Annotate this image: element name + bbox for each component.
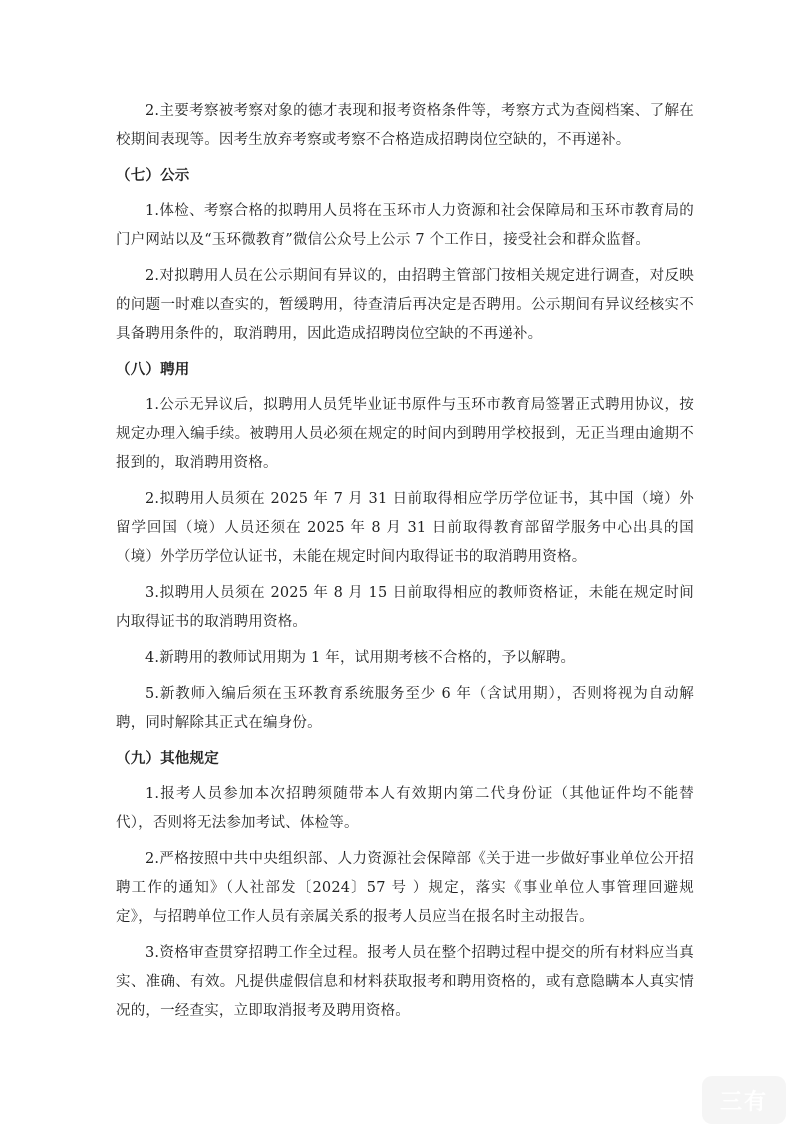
paragraph-employment-5: 5.新教师入编后须在玉环教育系统服务至少 6 年（含试用期），否则将视为自动解聘，同时解除其正式在编身份。 <box>116 686 694 731</box>
paragraph-employment-1: 1.公示无异议后，拟聘用人员凭毕业证书原件与玉环市教育局签署正式聘用协议，按规定办理入编手续。被聘用人员必须在规定的时间内到聘用学校报到，无正当理由逾期不报到的，取消聘用资格。 <box>116 397 694 471</box>
paragraph-employment-2: 2.拟聘用人员须在 2025 年 7 月 31 日前取得相应学历学位证书，其中国（境）外留学回国（境）人员还须在 2025 年 8 月 31 日前取得教育部留学服务中心出具的国（境）外学历学位认证书，未能在规定时间内取得证书的取消聘用资格。 <box>116 491 694 565</box>
paragraph-inspection-method: 2.主要考察被考察对象的德才表现和报考资格条件等，考察方式为查阅档案、了解在校期间表现等。因考生放弃考察或考察不合格造成招聘岗位空缺的，不再递补。 <box>116 103 694 148</box>
paragraph-employment-4: 4.新聘用的教师试用期为 1 年，试用期考核不合格的，予以解聘。 <box>145 650 576 666</box>
section-heading-publicity: （七）公示 <box>116 168 190 184</box>
paragraph-other-rules-2: 2.严格按照中共中央组织部、人力资源社会保障部《关于进一步做好事业单位公开招聘工作的通知》（人社部发〔2024〕57 号 ）规定，落实《事业单位人事管理回避规定》，与招聘单位工作人员有亲属关系的报考人员应当在报名时主动报告。 <box>116 851 694 925</box>
section-heading-other-rules: （九）其他规定 <box>116 751 219 767</box>
document-body <box>116 97 694 1033</box>
watermark-text: 三有 <box>719 1089 768 1115</box>
paragraph-other-rules-1: 1.报考人员参加本次招聘须随带本人有效期内第二代身份证（其他证件均不能替代），否则将无法参加考试、体检等。 <box>116 786 694 831</box>
paragraph-publicity-2: 2.对拟聘用人员在公示期间有异议的，由招聘主管部门按相关规定进行调查，对反映的问题一时难以查实的，暂缓聘用，待查清后再决定是否聘用。公示期间有异议经核实不具备聘用条件的，取消聘用，因此造成招聘岗位空缺的不再递补。 <box>116 268 694 342</box>
paragraph-publicity-1: 1.体检、考察合格的拟聘用人员将在玉环市人力资源和社会保障局和玉环市教育局的门户网站以及“玉环微教育”微信公众号上公示 7 个工作日，接受社会和群众监督。 <box>116 203 694 248</box>
section-heading-employment: （八）聘用 <box>116 362 190 378</box>
paragraph-other-rules-3: 3.资格审查贯穿招聘工作全过程。报考人员在整个招聘过程中提交的所有材料应当真实、准确、有效。凡提供虚假信息和材料获取报考和聘用资格的，或有意隐瞒本人真实情况的，一经查实，立即取消报考及聘用资格。 <box>116 945 694 1019</box>
paragraph-employment-3: 3.拟聘用人员须在 2025 年 8 月 15 日前取得相应的教师资格证，未能在规定时间内取得证书的取消聘用资格。 <box>116 585 694 630</box>
watermark-badge <box>702 1076 786 1124</box>
